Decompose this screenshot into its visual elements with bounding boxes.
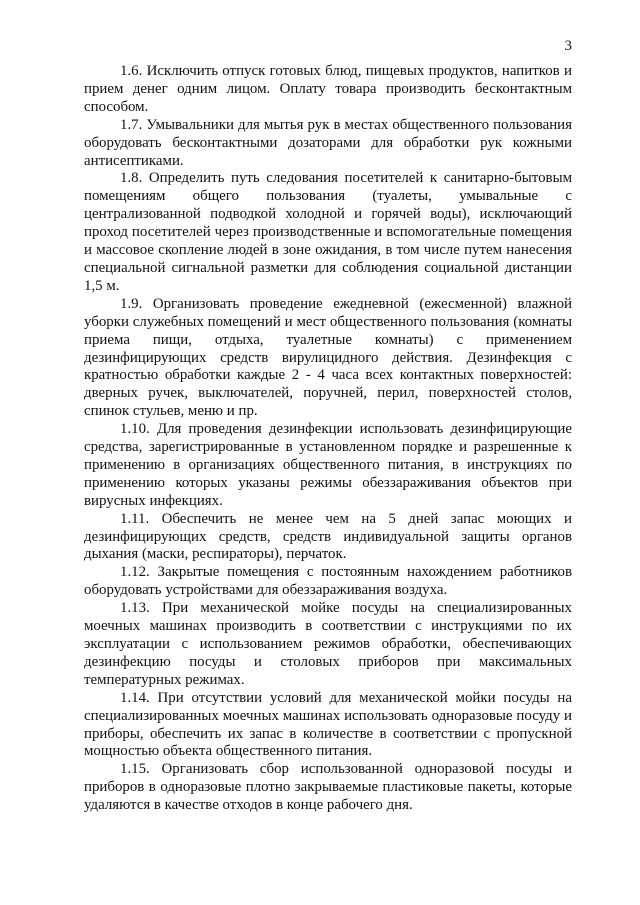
paragraph-1-8: 1.8. Определить путь следования посетителей к санитарно-бытовым помещениям общего пользования (туалеты, умывальные с централизованной подводкой холодной и горячей воды), исключающий проход посетителей через производственные и вспомогательные помещения и массовое скопление людей в зоне ожидания, в том числе путем нанесения специальной сигнальной разметки для соблюдения социальной дистанции 1,5 м. <box>84 170 572 294</box>
paragraph-1-10: 1.10. Для проведения дезинфекции использовать дезинфицирующие средства, зарегистрированные в установленном порядке и разрешенные к применению в организациях общественного питания, в инструкциях по применению которых указаны режимы обеззараживания объектов при вирусных инфекциях. <box>84 421 572 509</box>
paragraph-1-9: 1.9. Организовать проведение ежедневной (ежесменной) влажной уборки служебных помещений и мест общественного пользования (комнаты приема пищи, отдыха, туалетные комнаты) с применением дезинфицирующих средств вирулицидного действия. Дезинфекция с кратностью обработки каждые 2 - 4 часа всех контактных поверхностей: дверных ручек, выключателей, поручней, перил, поверхностей столов, спинок стульев, меню и пр. <box>84 295 572 420</box>
document-body <box>84 63 572 815</box>
paragraph-1-11: 1.11. Обеспечить не менее чем на 5 дней запас моющих и дезинфицирующих средств, средств индивидуальной защиты органов дыхания (маски, респираторы), перчаток. <box>84 510 572 563</box>
paragraph-1-7: 1.7. Умывальники для мытья рук в местах общественного пользования оборудовать бесконтактными дозаторами для обработки рук кожными антисептиками. <box>84 116 572 169</box>
paragraph-1-6: 1.6. Исключить отпуск готовых блюд, пищевых продуктов, напитков и прием денег одним лицом. Оплату товара производить бесконтактным способом. <box>84 63 572 115</box>
paragraph-1-13: 1.13. При механической мойке посуды на специализированных моечных машинах производить в соответствии с инструкциями по их эксплуатации с использованием режимов обработки, обеспечивающих дезинфекцию посуды и столовых приборов при максимальных температурных режимах. <box>84 600 572 688</box>
paragraph-1-14: 1.14. При отсутствии условий для механической мойки посуды на специализированных моечных машинах использовать одноразовые посуду и приборы, обеспечить их запас в количестве в соответствии с пропускной мощностью объекта общественного питания. <box>84 689 572 760</box>
paragraph-1-12: 1.12. Закрытые помещения с постоянным нахождением работников оборудовать устройствами для обеззараживания воздуха. <box>84 564 572 599</box>
paragraph-1-15: 1.15. Организовать сбор использованной одноразовой посуды и приборов в одноразовые плотно закрываемые пластиковые пакеты, которые удаляются в качестве отходов в конце рабочего дня. <box>84 761 572 814</box>
page-number: 3 <box>564 38 572 54</box>
